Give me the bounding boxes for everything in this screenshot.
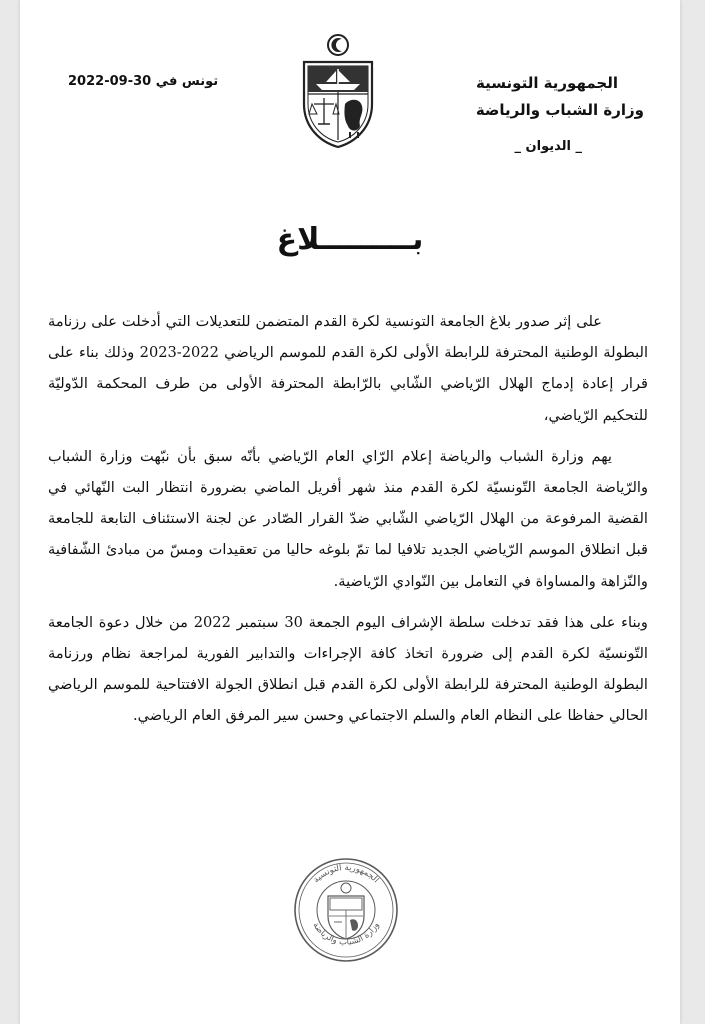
paragraph-announcement: يهم وزارة الشباب والرياضة إعلام الرّاي العام الرّياضي بأنّه سبق بأن نبّهت وزارة الشباب والرّياضة الجامعة التّونسيّة لكرة القدم منذ شهر أفريل الماضي بضرورة انتظار البت النّهائي في القضية المرفوعة من الهلال الرّياضي الشّابي ضدّ القرار الصّادر عن لجنة الاستئناف التابعة للجامعة قبل انطلاق الموسم الرّياضي الجديد تلافيا لما تمّ بلوغه حاليا من تعقيدات ومسّ من مبادئ الشّفافية والنّزاهة والمساواة في التعامل بين النّوادي الرّياضية. [48,447,648,590]
country-name: الجمهورية التونسية [476,74,618,92]
date-line: تونس في 30-09-2022 [68,74,219,89]
document-body [48,306,648,732]
tunisia-coat-of-arms-icon [298,32,378,150]
sender-header [424,72,644,158]
stamp-bottom-text: وزارة الشباب والرياضة [310,920,382,948]
paragraph-decision: وبناء على هذا فقد تدخلت سلطة الإشراف اليوم الجمعة 30 سبتمبر 2022 من خلال دعوة الجامعة التّونسيّة لكرة القدم إلى ضرورة اتخاذ كافة الإجراءات والتدابير الفورية لمراجعة نظام ورزنامة البطولة الوطنية المحترفة للرابطة الأولى لكرة القدم قبل انطلاق الجولة الافتتاحية للموسم الرياضي الحالي حفاظا على النظام العام والسلم الاجتماعي وحسن سير المرفق العام الرياضي. [48,613,648,725]
paragraph-intro: على إثر صدور بلاغ الجامعة التونسية لكرة القدم المتضمن للتعديلات التي أدخلت على رزنامة البطولة الوطنية المحترفة للرابطة الأولى لكرة القدم للموسم الرياضي 2022-2023 وذلك بناء على قرار إعادة إدماج الهلال الرّياضي الشّابي بالرّابطة المحترفة الأولى من طرف المحكمة الدّوليّة للتحكيم الرّياضي، [48,313,648,424]
document-title: بـــــــــلاغ [276,222,424,257]
office-name: _ الديوان _ [514,139,582,154]
ministry-name: وزارة الشباب والرياضة [475,101,644,119]
ministry-seal-stamp-icon [292,856,400,964]
document-page [20,0,680,1024]
svg-text:الجمهورية التونسية [311,863,380,885]
stamp-top-text: الجمهورية التونسية [311,862,381,886]
